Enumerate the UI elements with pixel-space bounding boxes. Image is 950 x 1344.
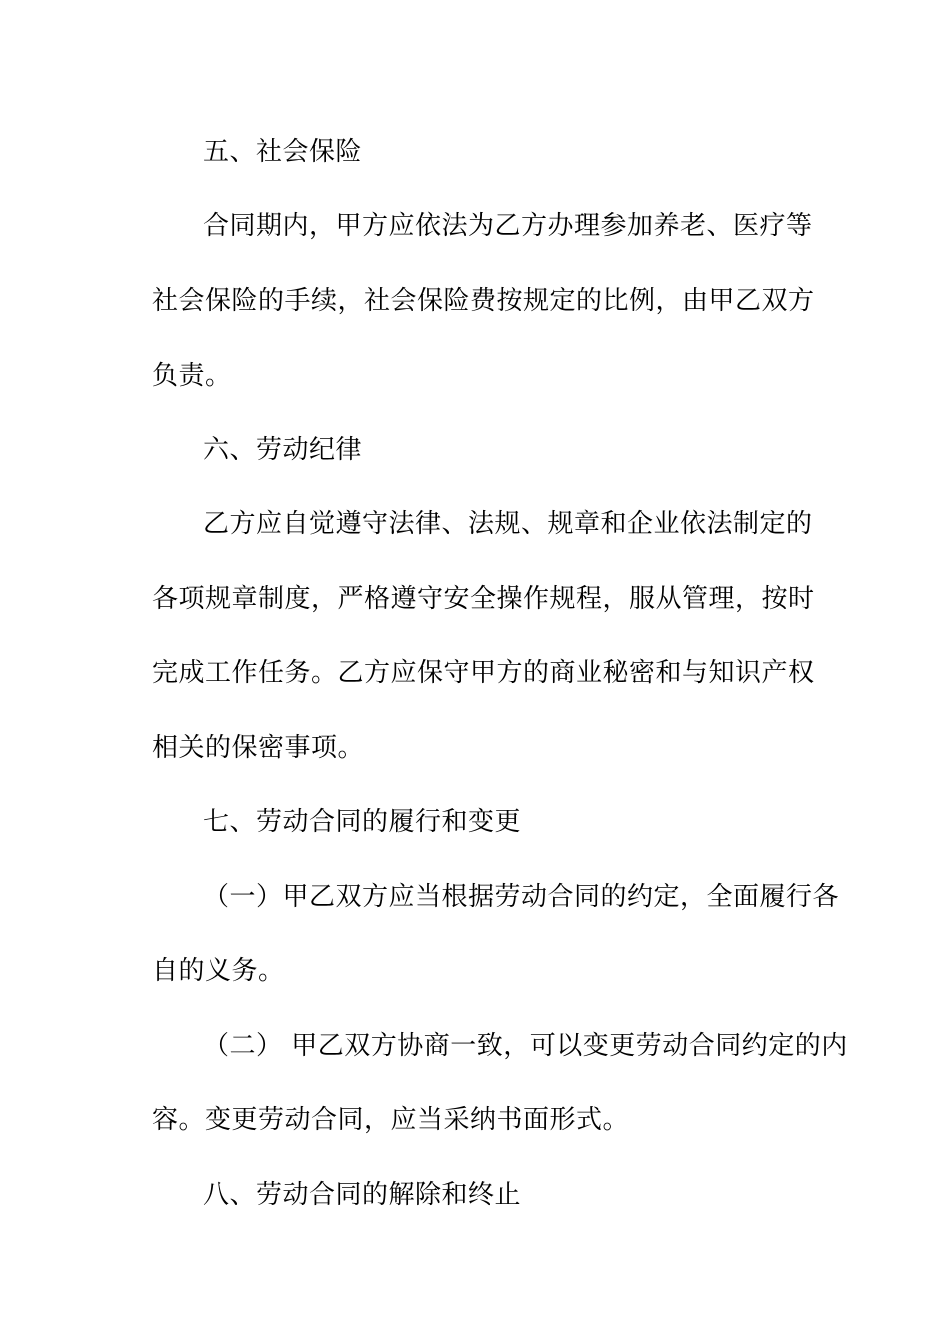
paragraph-line: 相关的保密事项。 (152, 733, 365, 763)
paragraph-line: 各项规章制度，严格遵守安全操作规程，服从管理，按时 (152, 584, 815, 614)
section-heading-performance-and-change: 七、劳动合同的履行和变更 (203, 807, 522, 837)
paragraph-line: 自的义务。 (152, 956, 285, 986)
section-heading-termination: 八、劳动合同的解除和终止 (203, 1180, 522, 1210)
paragraph-line: 完成工作任务。乙方应保守甲方的商业秘密和与知识产权 (152, 658, 815, 688)
paragraph-line: 社会保险的手续，社会保险费按规定的比例，由甲乙双方 (152, 286, 815, 316)
paragraph-line: （一）甲乙双方应当根据劳动合同的约定，全面履行各 (203, 882, 840, 912)
section-heading-social-insurance: 五、社会保险 (203, 137, 363, 167)
paragraph-line: 合同期内，甲方应依法为乙方办理参加养老、医疗等 (203, 211, 813, 241)
paragraph-line: 容。变更劳动合同，应当采纳书面形式。 (152, 1105, 630, 1135)
paragraph-line: 乙方应自觉遵守法律、法规、规章和企业依法制定的 (203, 509, 813, 539)
paragraph-line: 负责。 (152, 361, 232, 391)
section-heading-labor-discipline: 六、劳动纪律 (203, 435, 363, 465)
paragraph-line: （二） 甲乙双方协商一致，可以变更劳动合同约定的内 (203, 1031, 848, 1061)
